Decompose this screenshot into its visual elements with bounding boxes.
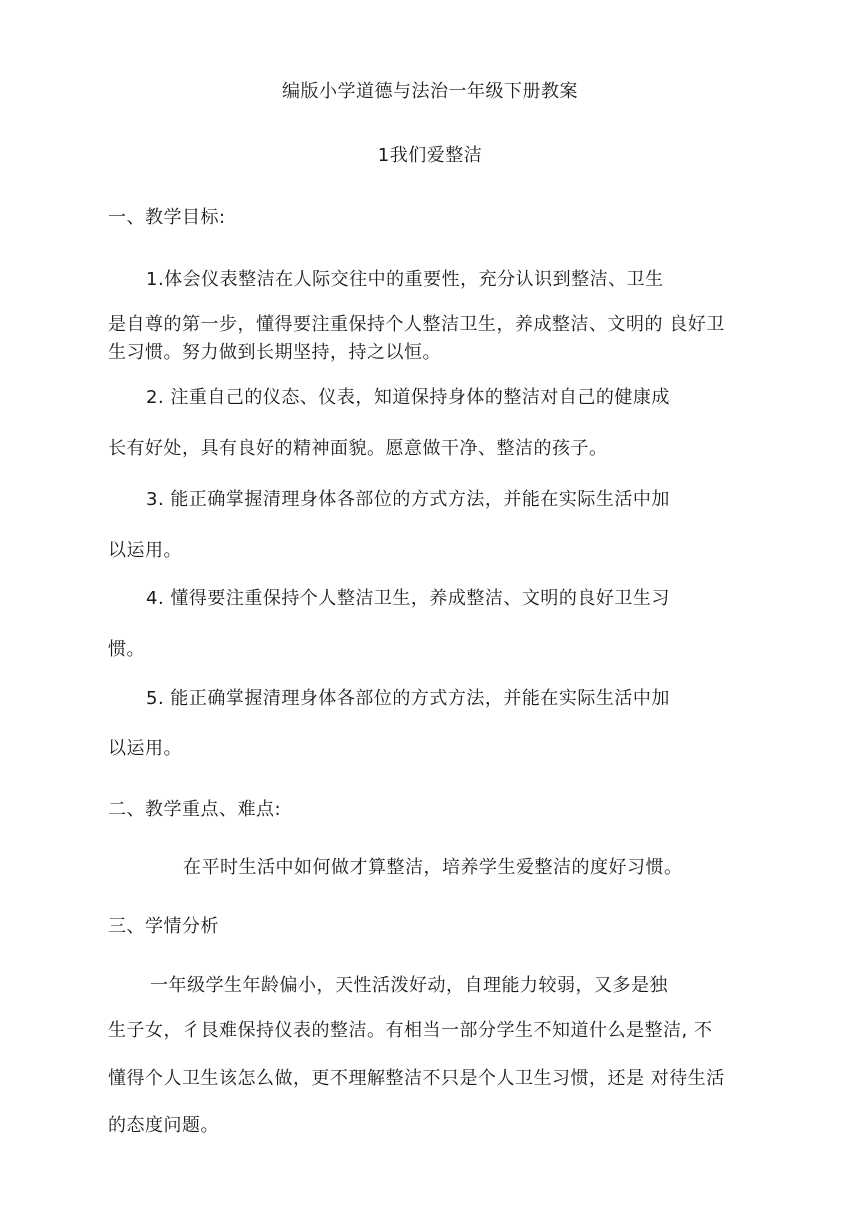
objective-1-line-2: 是自尊的第一步，懂得要注重保持个人整洁卫生，养成整洁、文明的 良好卫	[108, 314, 725, 335]
section-heading-key-points: 二、教学重点、难点:	[108, 799, 282, 820]
objective-5-line-1: 5. 能正确掌握清理身体各部位的方式方法，并能在实际生活中加	[146, 688, 670, 709]
key-points-text: 在平时生活中如何做才算整洁，培养学生爱整洁的度好习惯。	[183, 857, 683, 878]
document-title: 编版小学道德与法治一年级下册教案	[282, 81, 578, 102]
objective-3-line-2: 以运用。	[108, 540, 182, 561]
section-heading-student-analysis: 三、学情分析	[108, 916, 219, 937]
analysis-line-3: 懂得个人卫生该怎么做，更不理解整洁不只是个人卫生习惯，还是 对待生活	[108, 1068, 725, 1089]
objective-4-line-2: 惯。	[108, 639, 145, 660]
objective-2-line-1: 2. 注重自己的仪态、仪表，知道保持身体的整洁对自己的健康成	[146, 387, 670, 408]
objective-5-line-2: 以运用。	[108, 738, 182, 759]
analysis-line-2: 生子女，彳艮难保持仪表的整洁。有相当一部分学生不知道什么是整洁, 不	[108, 1020, 713, 1041]
objective-1-line-3: 生习惯。努力做到长期坚持，持之以恒。	[108, 342, 441, 363]
analysis-line-1: 一年级学生年龄偏小，天性活泼好动，自理能力较弱，又多是独	[150, 975, 668, 996]
section-heading-objectives: 一、教学目标:	[108, 207, 226, 228]
objective-4-line-1: 4. 懂得要注重保持个人整洁卫生，养成整洁、文明的良好卫生习	[146, 588, 670, 609]
analysis-line-4: 的态度问题。	[108, 1115, 219, 1136]
lesson-title: 1我们爱整洁	[377, 145, 483, 166]
objective-2-line-2: 长有好处，具有良好的精神面貌。愿意做干净、整洁的孩子。	[108, 438, 608, 459]
objective-1-line-1: 1.体会仪表整洁在人际交往中的重要性，充分认识到整洁、卫生	[146, 269, 664, 290]
objective-3-line-1: 3. 能正确掌握清理身体各部位的方式方法，并能在实际生活中加	[146, 489, 670, 510]
